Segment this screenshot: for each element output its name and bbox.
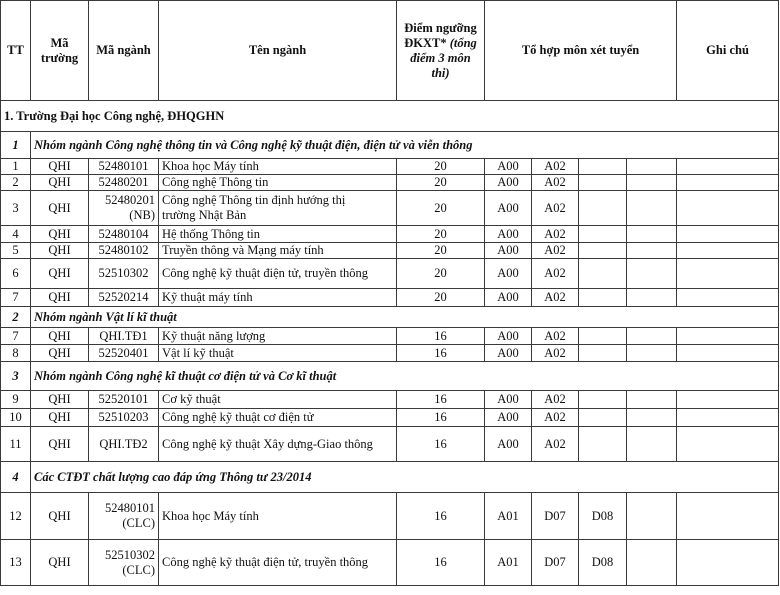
row-combo-1: A01 <box>485 540 532 586</box>
row-major-name: Cơ kỹ thuật <box>159 391 397 409</box>
header-ma-truong: Mã trường <box>31 1 89 101</box>
row-school-code: QHI <box>31 540 89 586</box>
row-combo-3 <box>579 328 627 345</box>
row-note <box>677 175 779 191</box>
group-name: Các CTĐT chất lượng cao đáp ứng Thông tư 23/2014 <box>31 462 779 493</box>
row-note <box>677 540 779 586</box>
row-tt: 2 <box>1 175 31 191</box>
row-combo-2: A02 <box>532 409 579 427</box>
row-note <box>677 427 779 462</box>
row-combo-1: A00 <box>485 243 532 259</box>
row-combo-4 <box>627 243 677 259</box>
row-major-name: Truyền thông và Mạng máy tính <box>159 243 397 259</box>
header-diem-main: Điểm ngưỡng ĐKXT* <box>404 20 477 50</box>
row-major-name: Công nghệ kỹ thuật điện tử, truyền thông <box>159 540 397 586</box>
header-tt: TT <box>1 1 31 101</box>
row-combo-2: D07 <box>532 540 579 586</box>
group-row <box>1 462 779 493</box>
row-major-code-line2: (NB) <box>129 208 155 222</box>
row-combo-3 <box>579 409 627 427</box>
row-major-code: 52520214 <box>89 289 159 307</box>
row-school-code: QHI <box>31 427 89 462</box>
row-major-name: Vật lí kỹ thuật <box>159 345 397 362</box>
row-tt: 8 <box>1 345 31 362</box>
row-major-name: Khoa học Máy tính <box>159 493 397 540</box>
row-combo-4 <box>627 345 677 362</box>
row-major-code-line1: 52480201 <box>105 193 155 207</box>
row-score: 16 <box>397 409 485 427</box>
header-row <box>1 1 779 101</box>
row-school-code: QHI <box>31 243 89 259</box>
group-name: Nhóm ngành Công nghệ thông tin và Công nghệ kỹ thuật điện, điện tử và viễn thông <box>31 132 779 159</box>
row-combo-4 <box>627 226 677 243</box>
row-tt: 6 <box>1 259 31 289</box>
row-combo-1: A00 <box>485 409 532 427</box>
row-combo-4 <box>627 175 677 191</box>
row-major-code: 52480102 <box>89 243 159 259</box>
row-major-code: QHI.TĐ1 <box>89 328 159 345</box>
row-school-code: QHI <box>31 409 89 427</box>
school-row <box>1 101 779 132</box>
group-number: 3 <box>1 362 31 391</box>
row-note <box>677 493 779 540</box>
header-diem-nguong <box>397 1 485 101</box>
row-school-code: QHI <box>31 259 89 289</box>
table-row <box>1 391 779 409</box>
row-tt: 7 <box>1 289 31 307</box>
row-note <box>677 243 779 259</box>
row-combo-1: A00 <box>485 289 532 307</box>
row-major-code-line1: 52510302 <box>105 547 155 562</box>
row-note <box>677 226 779 243</box>
row-combo-3: D08 <box>579 540 627 586</box>
row-school-code: QHI <box>31 159 89 175</box>
row-major-name: Hệ thống Thông tin <box>159 226 397 243</box>
row-major-name <box>159 191 397 226</box>
row-major-code: 52520101 <box>89 391 159 409</box>
row-score: 16 <box>397 328 485 345</box>
row-combo-2: A02 <box>532 159 579 175</box>
row-tt: 11 <box>1 427 31 462</box>
row-combo-3 <box>579 259 627 289</box>
row-combo-1: A00 <box>485 328 532 345</box>
table-row <box>1 409 779 427</box>
row-note <box>677 191 779 226</box>
row-combo-2: A02 <box>532 328 579 345</box>
row-combo-3: D08 <box>579 493 627 540</box>
row-combo-4 <box>627 328 677 345</box>
row-combo-2: A02 <box>532 243 579 259</box>
table-row <box>1 427 779 462</box>
group-name: Nhóm ngành Công nghệ kĩ thuật cơ điện tử và Cơ kĩ thuật <box>31 362 779 391</box>
row-school-code: QHI <box>31 345 89 362</box>
row-combo-4 <box>627 409 677 427</box>
row-note <box>677 289 779 307</box>
header-to-hop: Tổ hợp môn xét tuyển <box>485 1 677 101</box>
row-tt: 5 <box>1 243 31 259</box>
row-school-code: QHI <box>31 328 89 345</box>
row-major-name: Công nghệ kỹ thuật Xây dựng-Giao thông <box>159 427 397 462</box>
row-major-name-line2: trường Nhật Bản <box>162 208 247 222</box>
row-combo-4 <box>627 427 677 462</box>
row-major-code-line2: (CLC) <box>122 562 155 577</box>
row-tt: 7 <box>1 328 31 345</box>
row-note <box>677 391 779 409</box>
row-major-code-line1: 52480101 <box>105 501 155 515</box>
header-ghi-chu: Ghi chú <box>677 1 779 101</box>
group-number: 4 <box>1 462 31 493</box>
row-combo-2: A02 <box>532 391 579 409</box>
group-number: 1 <box>1 132 31 159</box>
table-row <box>1 345 779 362</box>
row-combo-1: A00 <box>485 175 532 191</box>
group-row <box>1 362 779 391</box>
row-tt: 3 <box>1 191 31 226</box>
row-tt: 13 <box>1 540 31 586</box>
row-major-name-line1: Công nghệ Thông tin định hướng thị <box>162 193 346 207</box>
row-major-code <box>89 191 159 226</box>
row-combo-3 <box>579 175 627 191</box>
row-combo-2: D07 <box>532 493 579 540</box>
row-combo-1: A01 <box>485 493 532 540</box>
row-score: 16 <box>397 391 485 409</box>
row-school-code: QHI <box>31 191 89 226</box>
row-combo-4 <box>627 391 677 409</box>
row-combo-3 <box>579 345 627 362</box>
row-score: 16 <box>397 345 485 362</box>
row-combo-1: A00 <box>485 391 532 409</box>
table-row <box>1 289 779 307</box>
row-combo-4 <box>627 289 677 307</box>
table-row <box>1 540 779 586</box>
group-name: Nhóm ngành Vật lí kĩ thuật <box>31 307 779 328</box>
table-row <box>1 191 779 226</box>
row-major-code: 52480104 <box>89 226 159 243</box>
row-combo-1: A00 <box>485 191 532 226</box>
row-major-name: Công nghệ Thông tin <box>159 175 397 191</box>
row-combo-3 <box>579 289 627 307</box>
row-tt: 12 <box>1 493 31 540</box>
header-ma-nganh: Mã ngành <box>89 1 159 101</box>
group-number: 2 <box>1 307 31 328</box>
row-note <box>677 345 779 362</box>
row-combo-1: A00 <box>485 259 532 289</box>
row-score: 20 <box>397 191 485 226</box>
row-tt: 1 <box>1 159 31 175</box>
row-major-code: QHI.TĐ2 <box>89 427 159 462</box>
row-score: 16 <box>397 540 485 586</box>
row-combo-1: A00 <box>485 159 532 175</box>
row-combo-2: A02 <box>532 259 579 289</box>
row-school-code: QHI <box>31 493 89 540</box>
row-major-name: Công nghệ kỹ thuật điện tử, truyền thông <box>159 259 397 289</box>
row-major-name: Công nghệ kỹ thuật cơ điện tử <box>159 409 397 427</box>
school-name: 1. Trường Đại học Công nghệ, ĐHQGHN <box>1 101 779 132</box>
row-major-code: 52510203 <box>89 409 159 427</box>
row-major-code <box>89 493 159 540</box>
row-school-code: QHI <box>31 289 89 307</box>
row-major-name: Kỹ thuật năng lượng <box>159 328 397 345</box>
row-score: 20 <box>397 159 485 175</box>
row-note <box>677 409 779 427</box>
row-combo-3 <box>579 226 627 243</box>
row-major-code-line2: (CLC) <box>122 516 155 530</box>
row-school-code: QHI <box>31 391 89 409</box>
row-score: 16 <box>397 493 485 540</box>
row-combo-4 <box>627 540 677 586</box>
table-row <box>1 175 779 191</box>
group-row <box>1 132 779 159</box>
group-row <box>1 307 779 328</box>
row-combo-3 <box>579 391 627 409</box>
row-note <box>677 328 779 345</box>
row-combo-2: A02 <box>532 345 579 362</box>
row-combo-2: A02 <box>532 226 579 243</box>
row-major-code: 52480201 <box>89 175 159 191</box>
row-tt: 4 <box>1 226 31 243</box>
row-combo-1: A00 <box>485 427 532 462</box>
row-combo-3 <box>579 191 627 226</box>
table-row <box>1 226 779 243</box>
row-combo-4 <box>627 493 677 540</box>
row-combo-2: A02 <box>532 175 579 191</box>
row-combo-3 <box>579 427 627 462</box>
row-major-code <box>89 540 159 586</box>
row-combo-4 <box>627 159 677 175</box>
row-combo-1: A00 <box>485 345 532 362</box>
row-tt: 10 <box>1 409 31 427</box>
row-note <box>677 259 779 289</box>
row-major-code: 52520401 <box>89 345 159 362</box>
row-score: 20 <box>397 243 485 259</box>
row-combo-2: A02 <box>532 289 579 307</box>
row-score: 20 <box>397 289 485 307</box>
row-score: 20 <box>397 175 485 191</box>
row-score: 20 <box>397 226 485 243</box>
table-row <box>1 493 779 540</box>
table-row <box>1 243 779 259</box>
row-combo-1: A00 <box>485 226 532 243</box>
row-combo-2: A02 <box>532 191 579 226</box>
row-major-name: Kỹ thuật máy tính <box>159 289 397 307</box>
row-major-code: 52480101 <box>89 159 159 175</box>
table-row <box>1 328 779 345</box>
header-ten-nganh: Tên ngành <box>159 1 397 101</box>
row-combo-3 <box>579 243 627 259</box>
row-score: 20 <box>397 259 485 289</box>
row-tt: 9 <box>1 391 31 409</box>
row-major-code: 52510302 <box>89 259 159 289</box>
row-school-code: QHI <box>31 226 89 243</box>
header-diem-note: (tổng điểm 3 môn thi) <box>410 35 477 80</box>
table-row <box>1 159 779 175</box>
row-combo-4 <box>627 259 677 289</box>
table-row <box>1 259 779 289</box>
row-school-code: QHI <box>31 175 89 191</box>
row-major-name: Khoa học Máy tính <box>159 159 397 175</box>
row-combo-2: A02 <box>532 427 579 462</box>
row-score: 16 <box>397 427 485 462</box>
row-note <box>677 159 779 175</box>
row-combo-3 <box>579 159 627 175</box>
row-combo-4 <box>627 191 677 226</box>
